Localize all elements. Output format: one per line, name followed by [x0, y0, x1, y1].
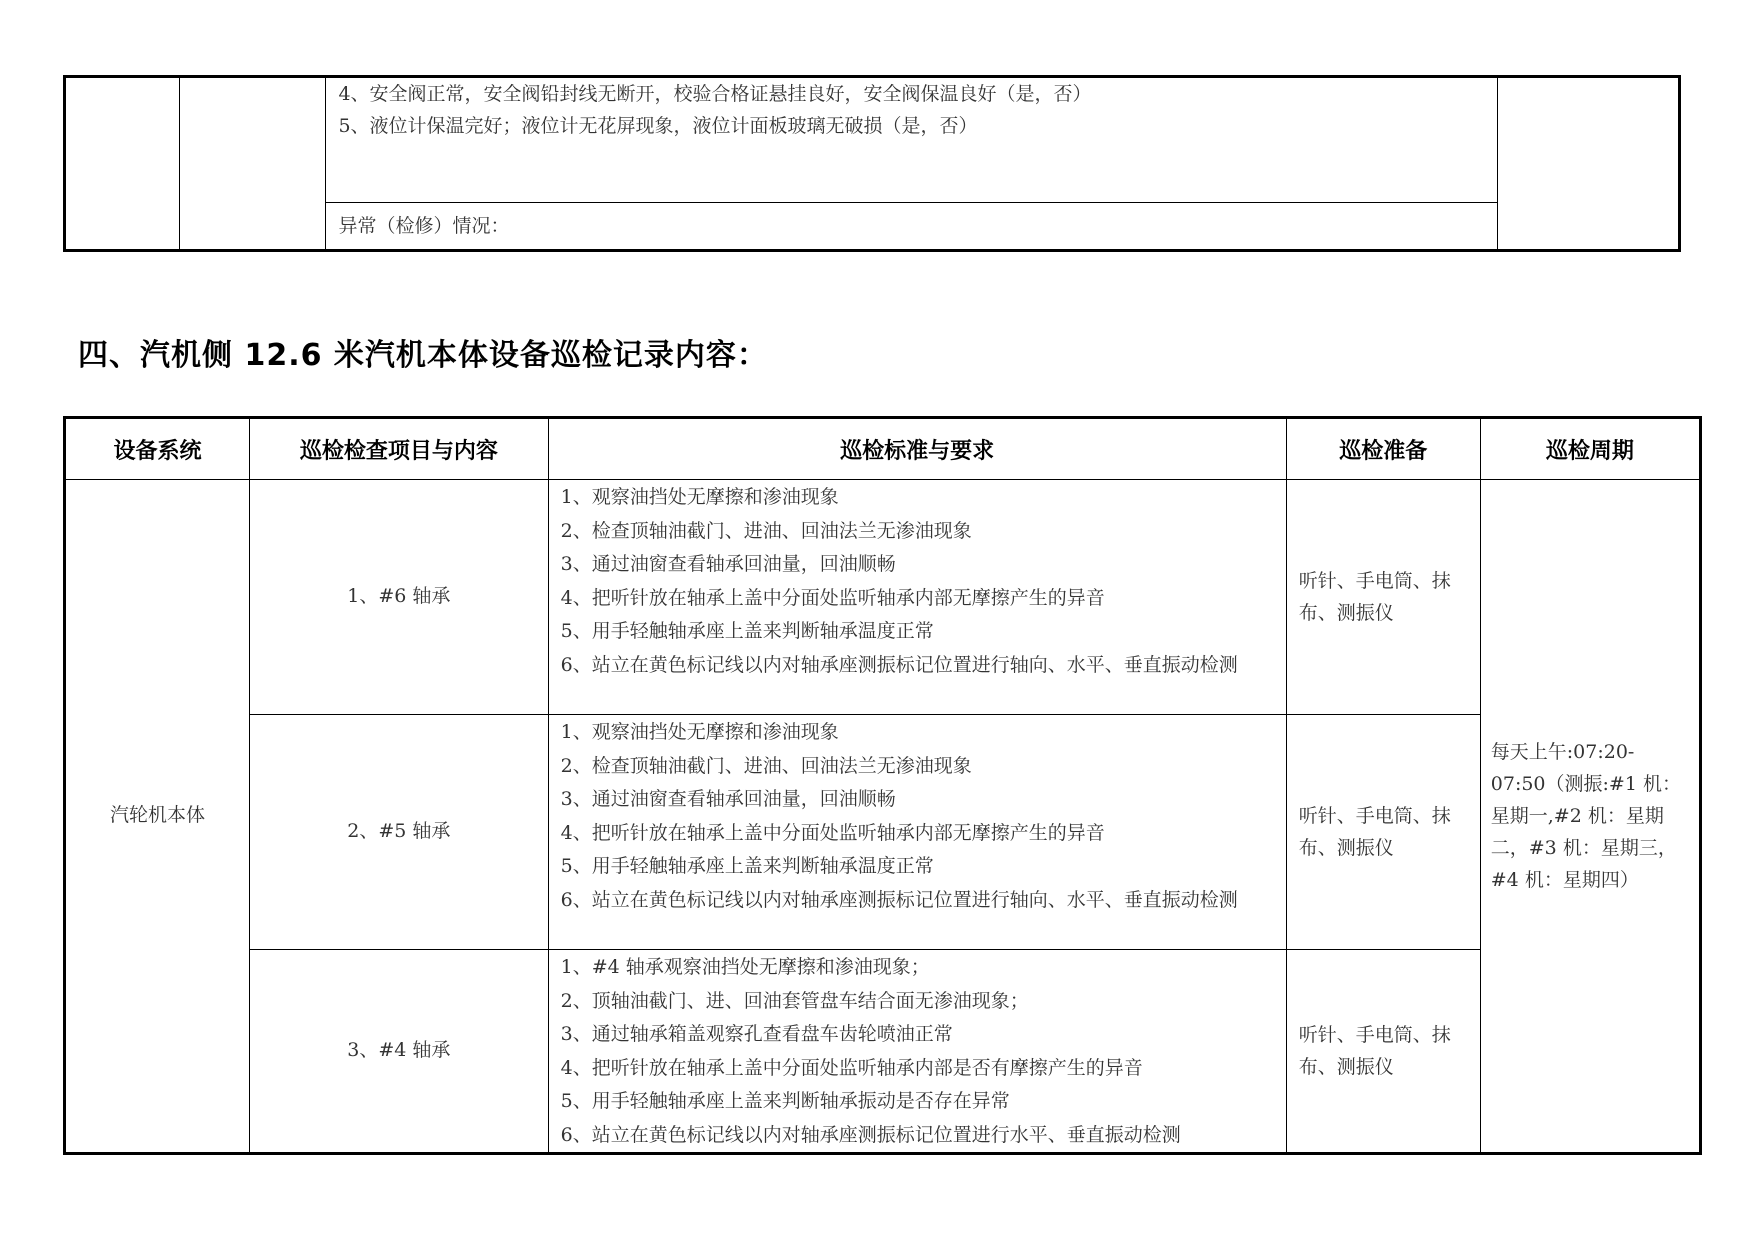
standard-line: 5、液位计保温完好；液位计无花屏现象，液位计面板玻璃无破损（是，否） [338, 115, 978, 137]
item-cell: 3、#4 轴承 [250, 950, 549, 1154]
period-cell: 每天上午:07:20-07:50（测振:#1 机：星期一,#2 机：星期二，#3 机：星期三，#4 机：星期四） [1480, 480, 1700, 1154]
item-cell: 2、#5 轴承 [250, 715, 549, 950]
table-row [65, 480, 1701, 715]
standards-cell [548, 950, 1286, 1154]
standard-line: 5、用手轻触轴承座上盖来判断轴承温度正常 [560, 855, 934, 877]
table-row [65, 715, 1701, 950]
standard-line: 3、通过油窗查看轴承回油量，回油顺畅 [560, 788, 896, 810]
inspection-table [63, 416, 1702, 1155]
standard-line: 2、顶轴油截门、进、回油套管盘车结合面无渗油现象； [560, 989, 1029, 1012]
standard-line: 6、站立在黄色标记线以内对轴承座测振标记位置进行水平、垂直振动检测 [560, 1123, 1181, 1146]
standard-line: 4、把听针放在轴承上盖中分面处监听轴承内部无摩擦产生的异音 [560, 586, 1105, 609]
header-row [65, 418, 1701, 480]
empty-cell [1497, 77, 1679, 251]
standard-line: 2、检查顶轴油截门、进油、回油法兰无渗油现象 [560, 754, 972, 777]
standard-line: 4、把听针放在轴承上盖中分面处监听轴承内部是否有摩擦产生的异音 [560, 1056, 1143, 1079]
prep-cell: 听针、手电筒、抹布、测振仪 [1286, 715, 1480, 950]
standard-line: 1、观察油挡处无摩擦和渗油现象 [560, 721, 839, 743]
prep-cell: 听针、手电筒、抹布、测振仪 [1286, 480, 1480, 715]
standard-line: 4、把听针放在轴承上盖中分面处监听轴承内部无摩擦产生的异音 [560, 821, 1105, 844]
standard-line: 5、用手轻触轴承座上盖来判断轴承振动是否存在异常 [560, 1090, 1010, 1112]
standard-line: 2、检查顶轴油截门、进油、回油法兰无渗油现象 [560, 519, 972, 542]
empty-cell [65, 77, 180, 251]
header-prep: 巡检准备 [1286, 418, 1480, 480]
standard-line: 6、站立在黄色标记线以内对轴承座测振标记位置进行轴向、水平、垂直振动检测 [560, 653, 1238, 676]
standard-line: 6、站立在黄色标记线以内对轴承座测振标记位置进行轴向、水平、垂直振动检测 [560, 888, 1238, 911]
abnormal-label: 异常（检修）情况： [338, 215, 510, 237]
standard-line: 3、通过轴承箱盖观察孔查看盘车齿轮喷油正常 [560, 1023, 953, 1045]
header-system: 设备系统 [65, 418, 250, 480]
system-cell: 汽轮机本体 [65, 480, 250, 1154]
standard-line: 1、观察油挡处无摩擦和渗油现象 [560, 486, 839, 508]
empty-cell [180, 77, 326, 251]
standard-line: 4、安全阀正常，安全阀铅封线无断开，校验合格证悬挂良好，安全阀保温良好（是，否） [338, 83, 1092, 105]
standards-cell [548, 480, 1286, 715]
standard-line: 5、用手轻触轴承座上盖来判断轴承温度正常 [560, 620, 934, 642]
standards-cell [548, 715, 1286, 950]
continued-table [63, 75, 1681, 252]
item-cell: 1、#6 轴承 [250, 480, 549, 715]
prep-cell: 听针、手电筒、抹布、测振仪 [1286, 950, 1480, 1154]
header-standard: 巡检标准与要求 [548, 418, 1286, 480]
header-period: 巡检周期 [1480, 418, 1700, 480]
standard-line: 1、#4 轴承观察油挡处无摩擦和渗油现象； [560, 956, 930, 978]
table-row [65, 950, 1701, 1154]
standard-line: 3、通过油窗查看轴承回油量，回油顺畅 [560, 553, 896, 575]
abnormal-cell [326, 203, 1497, 251]
header-item: 巡检检查项目与内容 [250, 418, 549, 480]
section-heading: 四、汽机侧 12.6 米汽机本体设备巡检记录内容： [78, 338, 768, 373]
standards-cell [326, 77, 1497, 203]
